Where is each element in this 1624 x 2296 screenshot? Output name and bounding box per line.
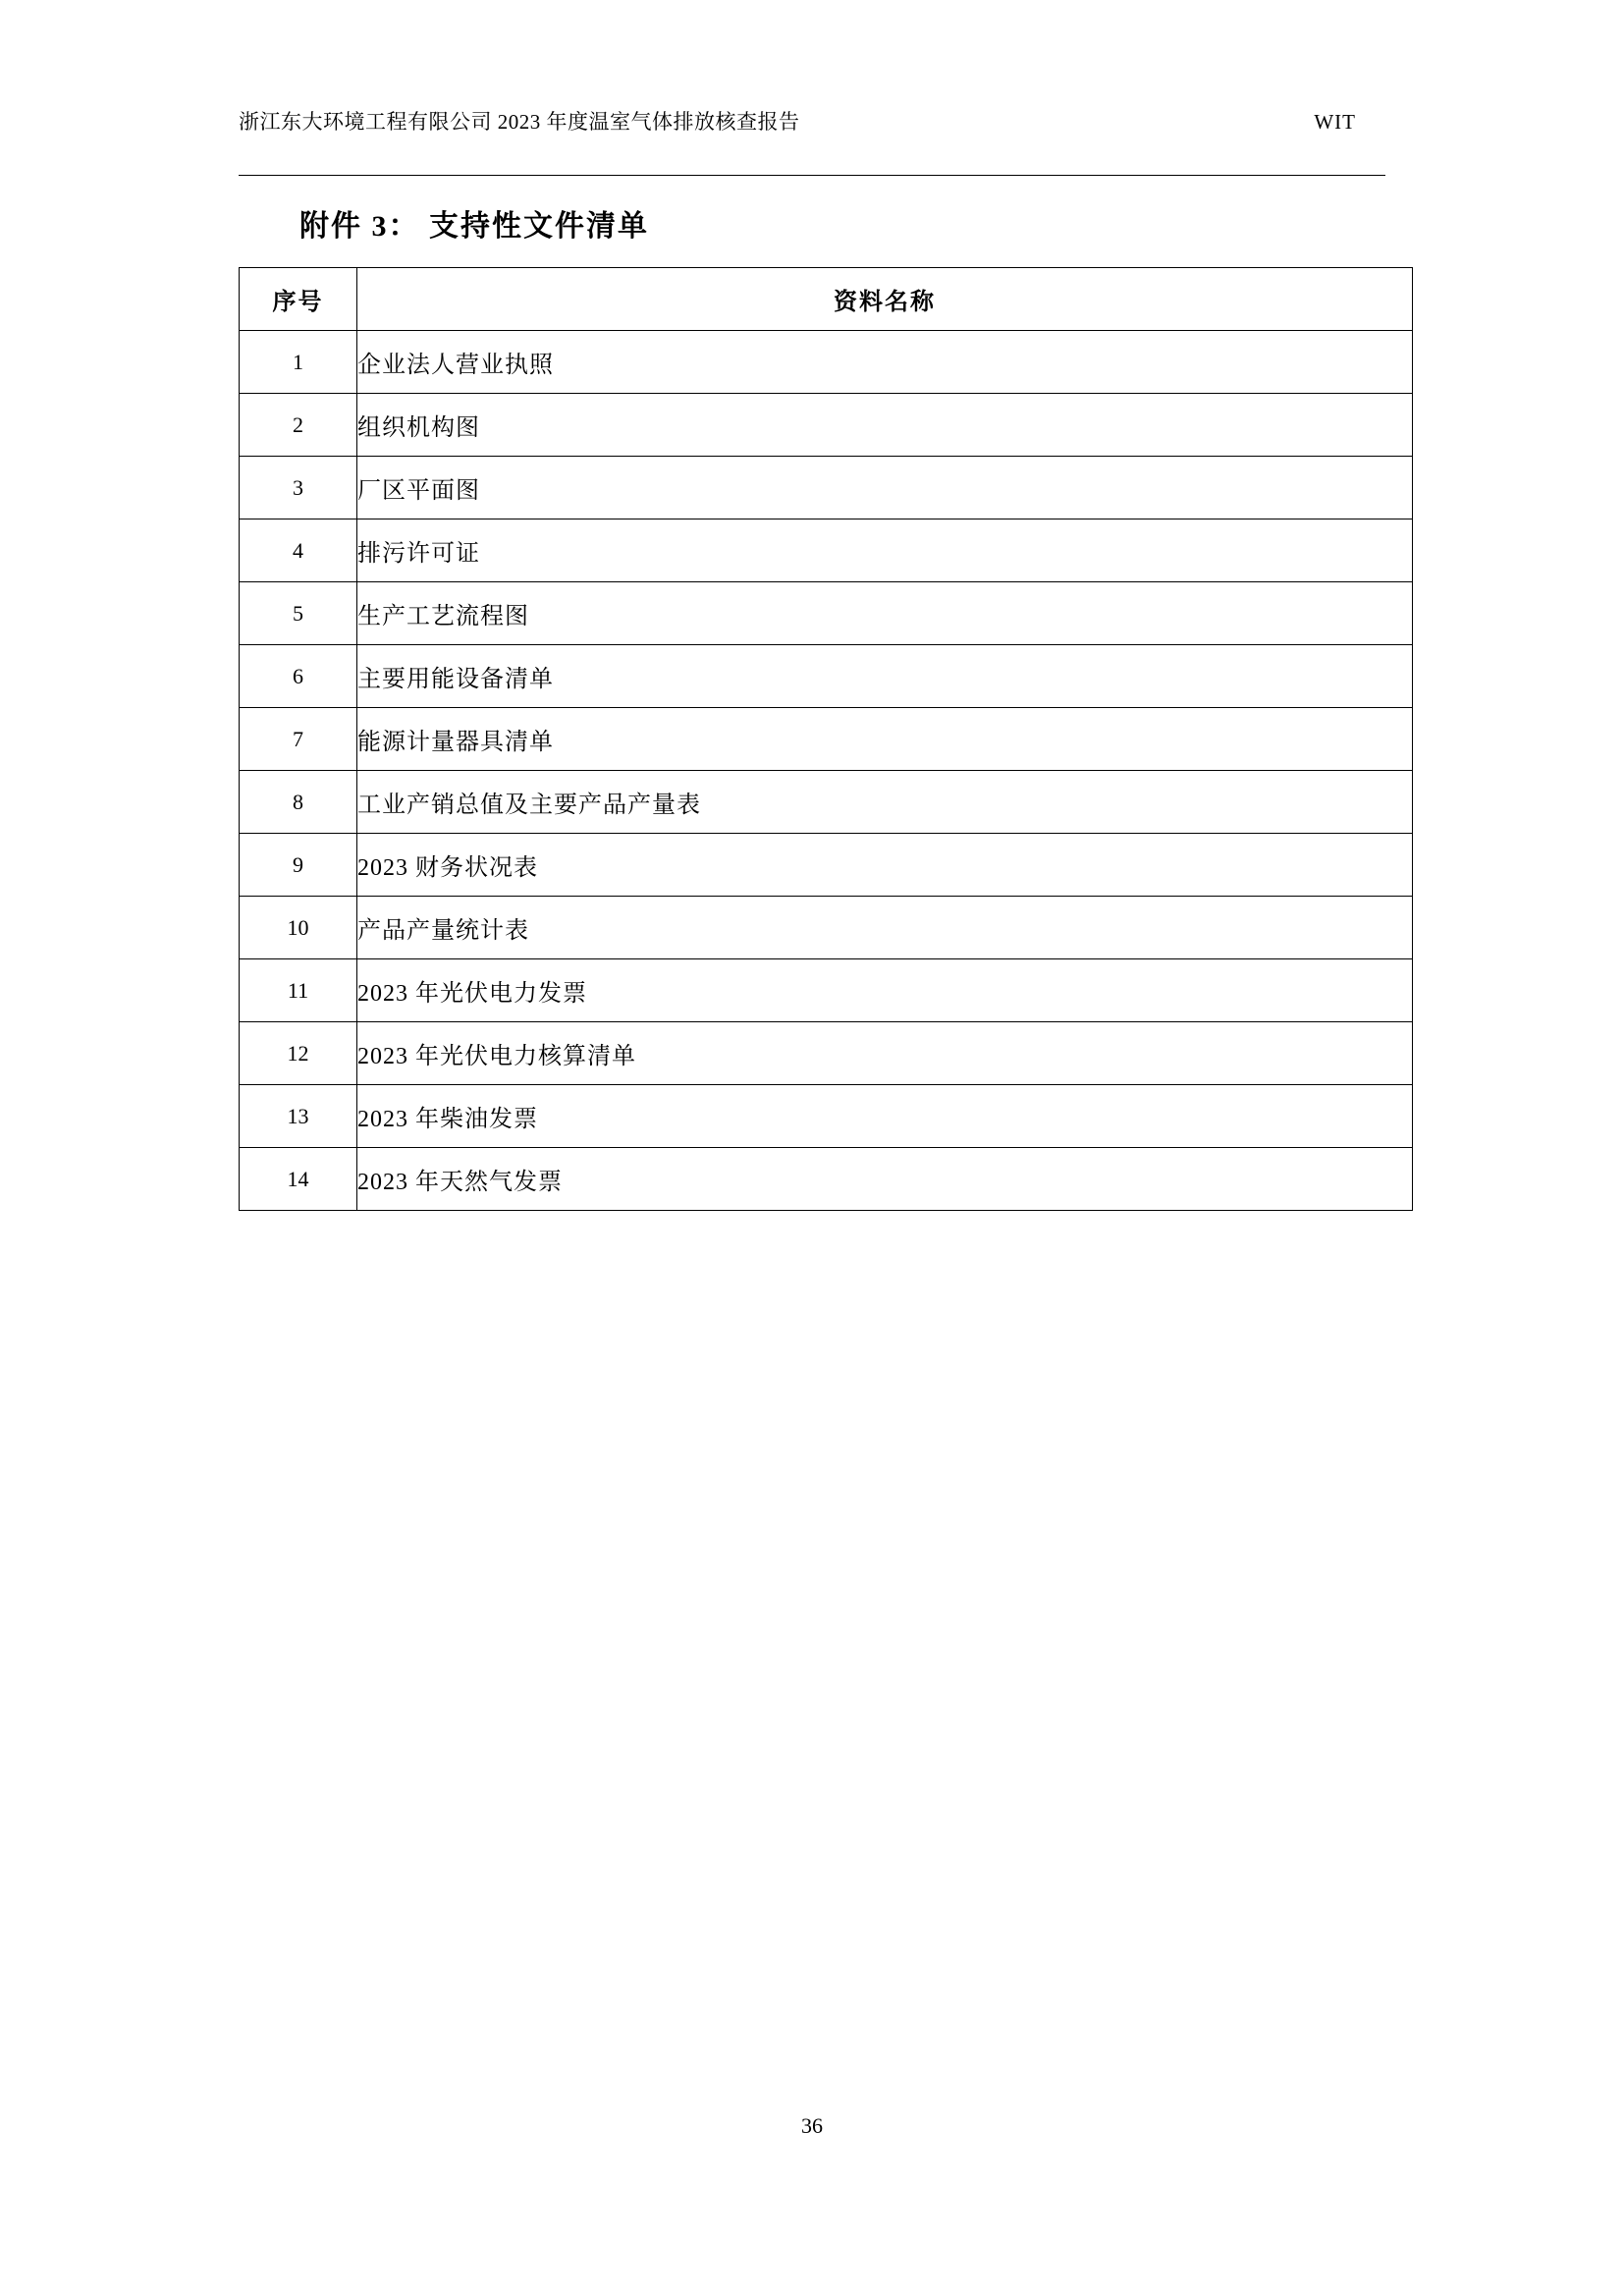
page-number: 36 <box>801 2113 823 2138</box>
row-document-name: 产品产量统计表 <box>357 897 1413 959</box>
header-right-label: WIT <box>1314 110 1356 134</box>
row-index: 4 <box>240 519 357 582</box>
row-document-name: 工业产销总值及主要产品产量表 <box>357 771 1413 834</box>
row-document-name: 企业法人营业执照 <box>357 331 1413 394</box>
row-document-name: 2023 年光伏电力发票 <box>357 959 1413 1022</box>
table-row <box>240 457 1413 519</box>
row-index: 1 <box>240 331 357 394</box>
table-row <box>240 959 1413 1022</box>
table-row <box>240 331 1413 394</box>
supporting-documents-table <box>239 267 1413 1211</box>
table-row <box>240 1085 1413 1148</box>
row-document-name: 能源计量器具清单 <box>357 708 1413 771</box>
section-title: 附件 3： 支持性文件清单 <box>299 210 649 243</box>
row-index: 12 <box>240 1022 357 1085</box>
row-index: 8 <box>240 771 357 834</box>
row-index: 11 <box>240 959 357 1022</box>
row-index: 3 <box>240 457 357 519</box>
page-header <box>239 106 1385 136</box>
table-row <box>240 897 1413 959</box>
table-row <box>240 582 1413 645</box>
row-index: 14 <box>240 1148 357 1211</box>
row-document-name: 2023 年柴油发票 <box>357 1085 1413 1148</box>
row-document-name: 2023 财务状况表 <box>357 834 1413 897</box>
table-row <box>240 394 1413 457</box>
row-document-name: 厂区平面图 <box>357 457 1413 519</box>
table-row <box>240 1022 1413 1085</box>
column-header-index: 序号 <box>240 268 357 331</box>
table-row <box>240 645 1413 708</box>
row-document-name: 组织机构图 <box>357 394 1413 457</box>
row-index: 2 <box>240 394 357 457</box>
table-row <box>240 519 1413 582</box>
header-divider <box>239 175 1385 176</box>
table-row <box>240 771 1413 834</box>
row-index: 9 <box>240 834 357 897</box>
table-row <box>240 708 1413 771</box>
row-index: 13 <box>240 1085 357 1148</box>
row-document-name: 排污许可证 <box>357 519 1413 582</box>
column-header-name: 资料名称 <box>357 268 1413 331</box>
table-header-row <box>240 268 1413 331</box>
row-index: 7 <box>240 708 357 771</box>
table-row <box>240 834 1413 897</box>
row-document-name: 2023 年天然气发票 <box>357 1148 1413 1211</box>
row-document-name: 生产工艺流程图 <box>357 582 1413 645</box>
table-row <box>240 1148 1413 1211</box>
row-index: 5 <box>240 582 357 645</box>
row-index: 10 <box>240 897 357 959</box>
header-title: 浙江东大环境工程有限公司 2023 年度温室气体排放核查报告 <box>239 110 800 134</box>
row-document-name: 主要用能设备清单 <box>357 645 1413 708</box>
row-index: 6 <box>240 645 357 708</box>
row-document-name: 2023 年光伏电力核算清单 <box>357 1022 1413 1085</box>
